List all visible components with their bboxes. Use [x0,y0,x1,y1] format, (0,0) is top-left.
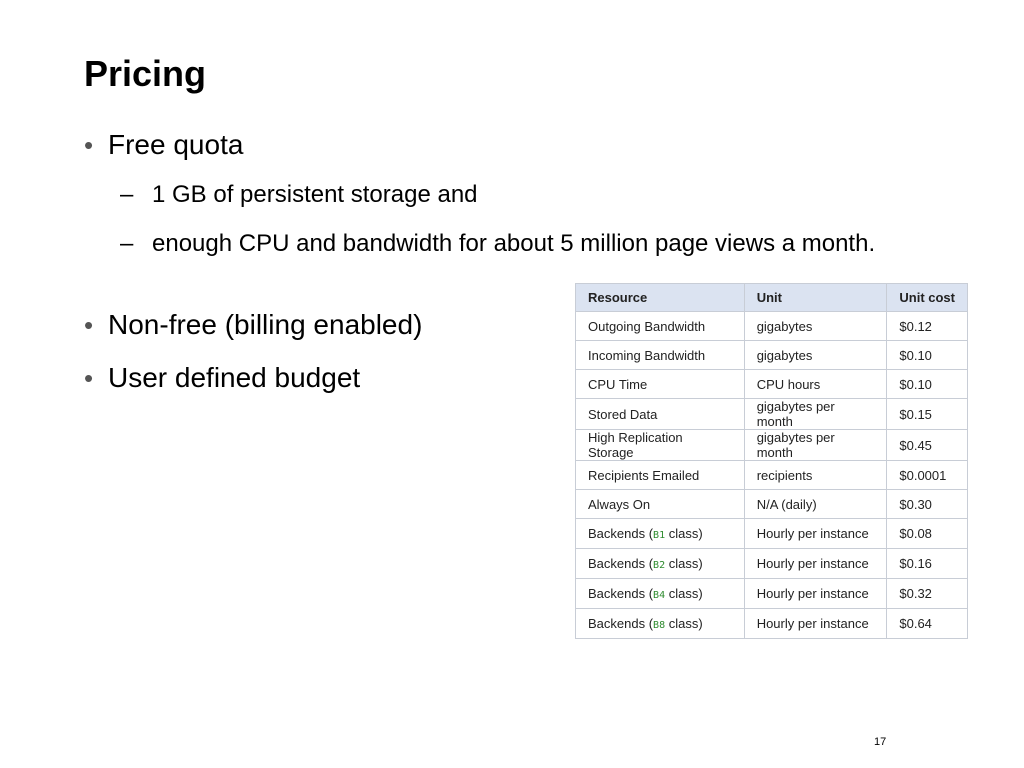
table-row [576,490,968,519]
cost-cell: $0.10 [887,341,968,370]
header-resource: Resource [576,284,745,312]
table-row [576,399,968,430]
resource-cell [576,609,745,639]
unit-cell: Hourly per instance [744,579,887,609]
pricing-table [575,283,968,639]
sub-bullet-text: enough CPU and bandwidth for about 5 million page views a month. [152,230,876,257]
cost-cell: $0.10 [887,370,968,399]
cost-cell: $0.12 [887,312,968,341]
table-row [576,549,968,579]
resource-cell: Outgoing Bandwidth [576,312,745,341]
sub-bullet-marker: – [120,181,134,208]
resource-prefix: Backends ( [588,556,654,571]
resource-cell: Stored Data [576,399,745,430]
resource-suffix: class) [665,616,703,631]
cost-cell: $0.64 [887,609,968,639]
header-unit-cost: Unit cost [887,284,968,312]
sub-bullet-text: 1 GB of persistent storage and [152,181,478,208]
resource-cell [576,549,745,579]
resource-cell: High Replication Storage [576,430,745,461]
resource-cell: Recipients Emailed [576,461,745,490]
resource-cell: Always On [576,490,745,519]
cost-cell: $0.15 [887,399,968,430]
bullet-marker: • [84,310,94,340]
bullet-marker: • [84,130,94,160]
resource-cell [576,579,745,609]
table-header-row [576,284,968,312]
table-row [576,312,968,341]
unit-cell: gigabytes per month [744,430,887,461]
resource-suffix: class) [665,556,703,571]
page-number: 17 [874,736,887,748]
sub-bullet-cpu-bandwidth [84,229,1012,259]
cost-cell: $0.32 [887,579,968,609]
unit-cell: Hourly per instance [744,549,887,579]
bullet-text: Free quota [108,129,244,160]
cost-cell: $0.45 [887,430,968,461]
table-row [576,430,968,461]
bullet-budget [84,361,360,395]
unit-cell: Hourly per instance [744,519,887,549]
bullet-marker: • [84,363,94,393]
table-row [576,370,968,399]
resource-prefix: Backends ( [588,586,654,601]
bullet-non-free [84,308,422,342]
resource-cell: CPU Time [576,370,745,399]
resource-cell: Incoming Bandwidth [576,341,745,370]
slide-title: Pricing [84,53,207,94]
unit-cell: gigabytes [744,341,887,370]
bullet-free-quota [84,128,243,162]
unit-cell: recipients [744,461,887,490]
cost-cell: $0.30 [887,490,968,519]
resource-suffix: class) [665,586,703,601]
resource-prefix: Backends ( [588,526,654,541]
resource-cell [576,519,745,549]
cost-cell: $0.0001 [887,461,968,490]
unit-cell: N/A (daily) [744,490,887,519]
header-unit: Unit [744,284,887,312]
resource-prefix: Backends ( [588,616,654,631]
unit-cell: CPU hours [744,370,887,399]
table-row [576,341,968,370]
class-code: B2 [653,560,666,571]
cost-cell: $0.08 [887,519,968,549]
bullet-text: User defined budget [108,362,361,393]
table-row [576,579,968,609]
table-row [576,461,968,490]
unit-cell: Hourly per instance [744,609,887,639]
sub-bullet-marker: – [120,230,134,257]
cost-cell: $0.16 [887,549,968,579]
table-row [576,519,968,549]
resource-suffix: class) [665,526,703,541]
sub-bullet-storage [84,180,478,210]
unit-cell: gigabytes per month [744,399,887,430]
table-row [576,609,968,639]
bullet-text: Non-free (billing enabled) [108,309,423,340]
class-code: B1 [653,530,666,541]
class-code: B4 [653,590,666,601]
class-code: B8 [653,620,666,631]
unit-cell: gigabytes [744,312,887,341]
